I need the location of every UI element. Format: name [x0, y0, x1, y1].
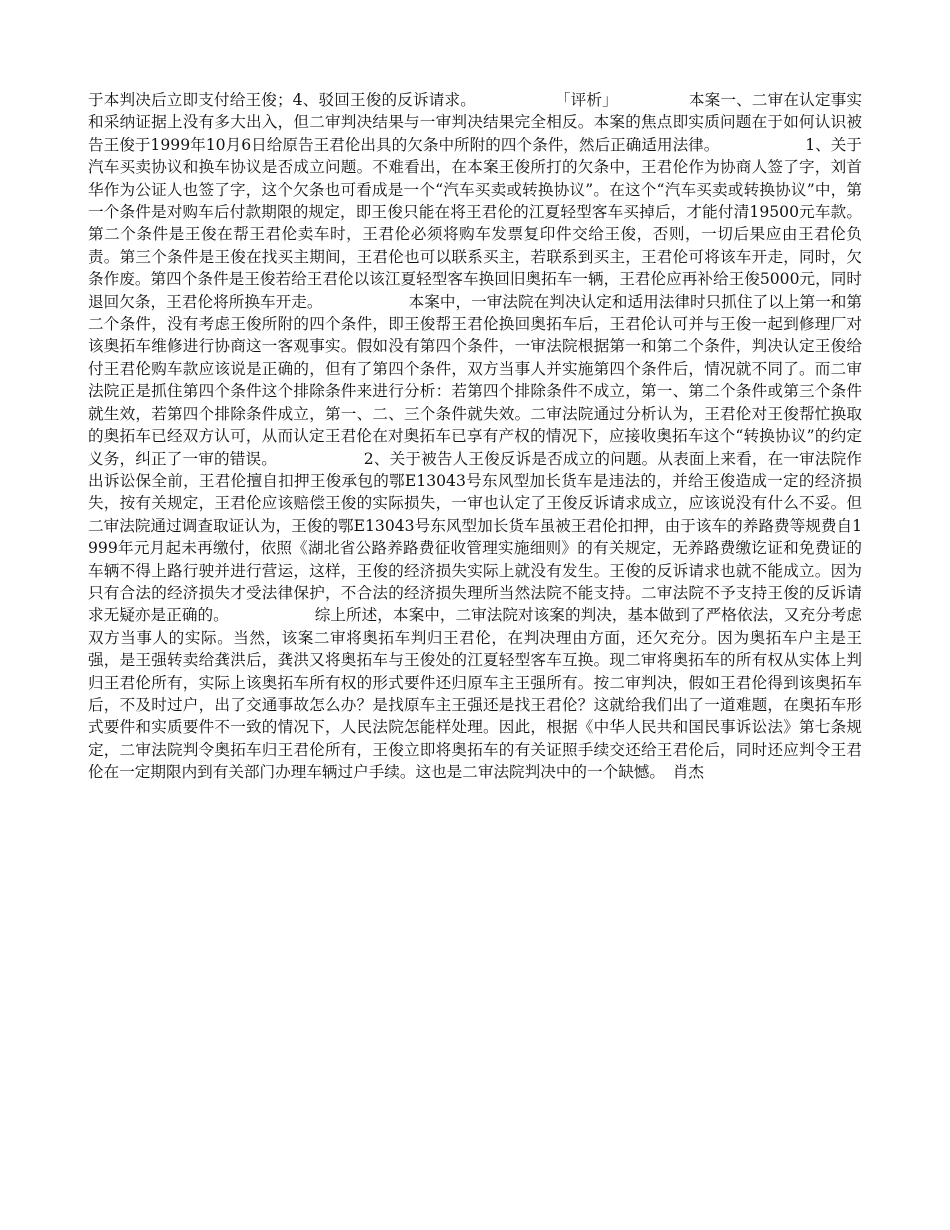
article-body: 于本判决后立即支付给王俊；4、驳回王俊的反诉请求。 「评析」 本案一、二审在认定事实和采纳证据上没有多大出入，但二审判决结果与一审判决结果完全相反。本案的焦点即实质问题在于如何认识被告王俊于1999年10月6日给原告王君伦出具的欠条中所附的四个条件，然后正确适用法律。 1、关于汽车买卖协议和换车协议是否成立问题。不难看出，在本案王俊所打的欠条中，王君伦作为协商人签了字，刘首华作为公证人也签了字，这个欠条也可看成是一个“汽车买卖或转换协议”。在这个“汽车买卖或转换协议”中，第一个条件是对购车后付款期限的规定，即王俊只能在将王君伦的江夏轻型客车买掉后，才能付清19500元车款。第二个条件是王俊在帮王君伦卖车时，王君伦必须将购车发票复印件交给王俊，否则，一切后果应由王君伦负责。第三个条件是王俊在找买主期间，王君伦也可以联系买主，若联系到买主，王君伦可将该车开走，同时，欠条作废。第四个条件是王俊若给王君伦以该江夏轻型客车换回旧奥拓车一辆，王君伦应再补给王俊5000元，同时退回欠条，王君伦将所换车开走。 本案中，一审法院在判决认定和适用法律时只抓住了以上第一和第二个条件，没有考虑王俊所附的四个条件，即王俊帮王君伦换回奥拓车后，王君伦认可并与王俊一起到修理厂对该奥拓车维修进行协商这一客观事实。假如没有第四个条件，一审法院根据第一和第二个条件，判决认定王俊给付王君伦购车款应该说是正确的，但有了第四个条件，双方当事人并实施第四个条件后，情况就不同了。而二审法院正是抓住第四个条件这个排除条件来进行分析：若第四个排除条件不成立，第一、第二个条件或第三个条件就生效，若第四个排除条件成立，第一、二、三个条件就失效。二审法院通过分析认为，王君伦对王俊帮忙换取的奥拓车已经双方认可，从而认定王君伦在对奥拓车已享有产权的情况下，应接收奥拓车这个“转换协议”的约定义务，纠正了一审的错误。 2、关于被告人王俊反诉是否成立的问题。从表面上来看，在一审法院作出诉讼保全前，王君伦擅自扣押王俊承包的鄂E13043号东风型加长货车是违法的，并给王俊造成一定的经济损失，按有关规定，王君伦应该赔偿王俊的实际损失，一审也认定了王俊反诉请求成立，应该说没有什么不妥。但二审法院通过调查取证认为，王俊的鄂E13043号东风型加长货车虽被王君伦扣押，由于该车的养路费等规费自1999年元月起未再缴付，依照《湖北省公路养路费征收管理实施细则》的有关规定，无养路费缴讫证和免费证的车辆不得上路行驶并进行营运，这样，王俊的经济损失实际上就没有发生。王俊的反诉请求也就不能成立。因为只有合法的经济损失才受法律保护，不合法的经济损失理所当然法院不能支持。二审法院不予支持王俊的反诉请求无疑亦是正确的。 综上所述，本案中，二审法院对该案的判决，基本做到了严格依法，又充分考虑双方当事人的实际。当然，该案二审将奥拓车判归王君伦，在判决理由方面，还欠充分。因为奥拓车户主是王强，是王强转卖给龚洪后，龚洪又将奥拓车与王俊处的江夏轻型客车互换。现二审将奥拓车的所有权从实体上判归王君伦所有，实际上该奥拓车所有权的形式要件还归原车主王强所有。按二审判决，假如王君伦得到该奥拓车后，不及时过户，出了交通事故怎么办？是找原车主王强还是找王君伦？这就给我们出了一道难题，在奥拓车形式要件和实质要件不一致的情况下，人民法院怎能样处理。因此，根据《中华人民共和国民事诉讼法》第七条规定，二审法院判令奥拓车归王君伦所有，王俊立即将奥拓车的有关证照手续交还给王君伦后，同时还应判令王君伦在一定期限内到有关部门办理车辆过户手续。这也是二审法院判决中的一个缺憾。 肖杰 [88, 91, 862, 782]
document-page [88, 89, 862, 784]
